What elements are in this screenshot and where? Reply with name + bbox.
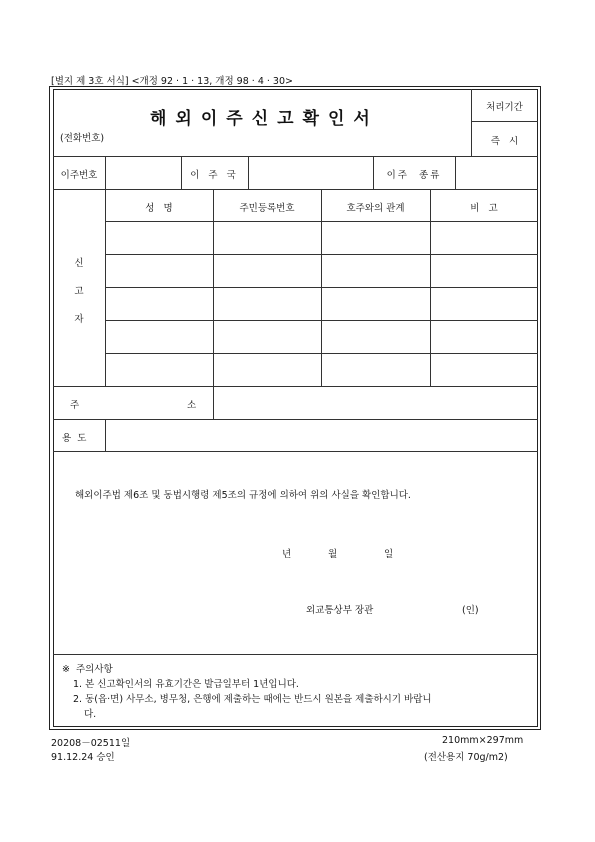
row1-divider-1 xyxy=(105,156,106,189)
row1-bottom-line xyxy=(53,189,538,190)
confirmation-statement: 해외이주법 제6조 및 동법시행령 제5조의 규정에 의하여 위의 사실을 확인합니다. xyxy=(75,490,411,501)
seal-mark: (인) xyxy=(462,605,479,616)
col-header-relationship: 호주와의 관계 xyxy=(346,203,405,214)
notes-heading: ※ 주의사항 xyxy=(62,664,113,675)
note-item-2: 2. 동(읍·면) 사무소, 병무청, 은행에 제출하는 때에는 반드시 원본을 제출하시기 바랍니 xyxy=(73,694,432,705)
paper-size: 210mm×297mm xyxy=(442,735,524,746)
purpose-bottom-line xyxy=(53,451,538,452)
purpose-divider xyxy=(105,419,106,451)
purpose-label: 용 도 xyxy=(62,433,87,444)
address-label-right: 소 xyxy=(187,400,197,411)
col-header-name: 성 명 xyxy=(145,203,173,214)
applicant-label-char-1: 신 xyxy=(74,258,84,269)
row1-divider-5 xyxy=(455,156,456,189)
emigration-type-label: 이주 종류 xyxy=(386,170,442,181)
note-item-2-continued: 다. xyxy=(84,709,97,720)
date-day-label: 일 xyxy=(384,549,394,560)
form-header-note: [별지 제 3호 서식] <개정 92 · 1 · 13, 개정 98 · 4 · 30> xyxy=(51,76,293,87)
purpose-field[interactable] xyxy=(107,421,536,449)
issuer-title: 외교통상부 장관 xyxy=(306,605,374,616)
table-col-divider-3 xyxy=(430,189,431,386)
col-header-remarks: 비 고 xyxy=(470,203,498,214)
emigration-number-label: 이주번호 xyxy=(60,170,98,181)
paper-spec: (전산용지 70g/m2) xyxy=(424,752,508,763)
date-year-label: 년 xyxy=(282,549,292,560)
applicant-label xyxy=(53,250,105,334)
form-code: 20208－02511일 xyxy=(51,738,131,749)
col-header-resident-number: 주민등록번호 xyxy=(239,203,295,214)
phone-label: (전화번호) xyxy=(60,133,105,144)
address-label-left: 주 xyxy=(70,400,80,411)
address-bottom-line xyxy=(53,419,538,420)
table-col-divider-1 xyxy=(213,189,214,386)
processing-period-value: 즉 시 xyxy=(490,136,519,147)
note-item-1: 1. 본 신고확인서의 유효기간은 발급일부터 1년입니다. xyxy=(73,679,299,690)
address-field[interactable] xyxy=(215,388,536,417)
processing-period-label: 처리기간 xyxy=(486,102,523,113)
table-col-divider-2 xyxy=(321,189,322,386)
address-top-line xyxy=(53,386,538,387)
processing-box-midline xyxy=(471,121,538,122)
notes-top-line xyxy=(53,654,538,655)
applicant-label-char-3: 자 xyxy=(74,314,84,325)
emigration-number-field[interactable] xyxy=(107,158,179,187)
date-month-label: 월 xyxy=(328,549,338,560)
emigration-country-field[interactable] xyxy=(250,158,371,187)
row1-divider-3 xyxy=(248,156,249,189)
address-divider xyxy=(213,386,214,419)
approval-date: 91.12.24 승인 xyxy=(51,752,115,763)
emigration-country-label: 이 주 국 xyxy=(190,170,239,181)
form-title: 해외이주신고확인서 xyxy=(150,109,379,129)
emigration-type-field[interactable] xyxy=(457,158,536,187)
row1-top-line xyxy=(53,156,538,157)
applicant-label-char-2: 고 xyxy=(74,286,84,297)
